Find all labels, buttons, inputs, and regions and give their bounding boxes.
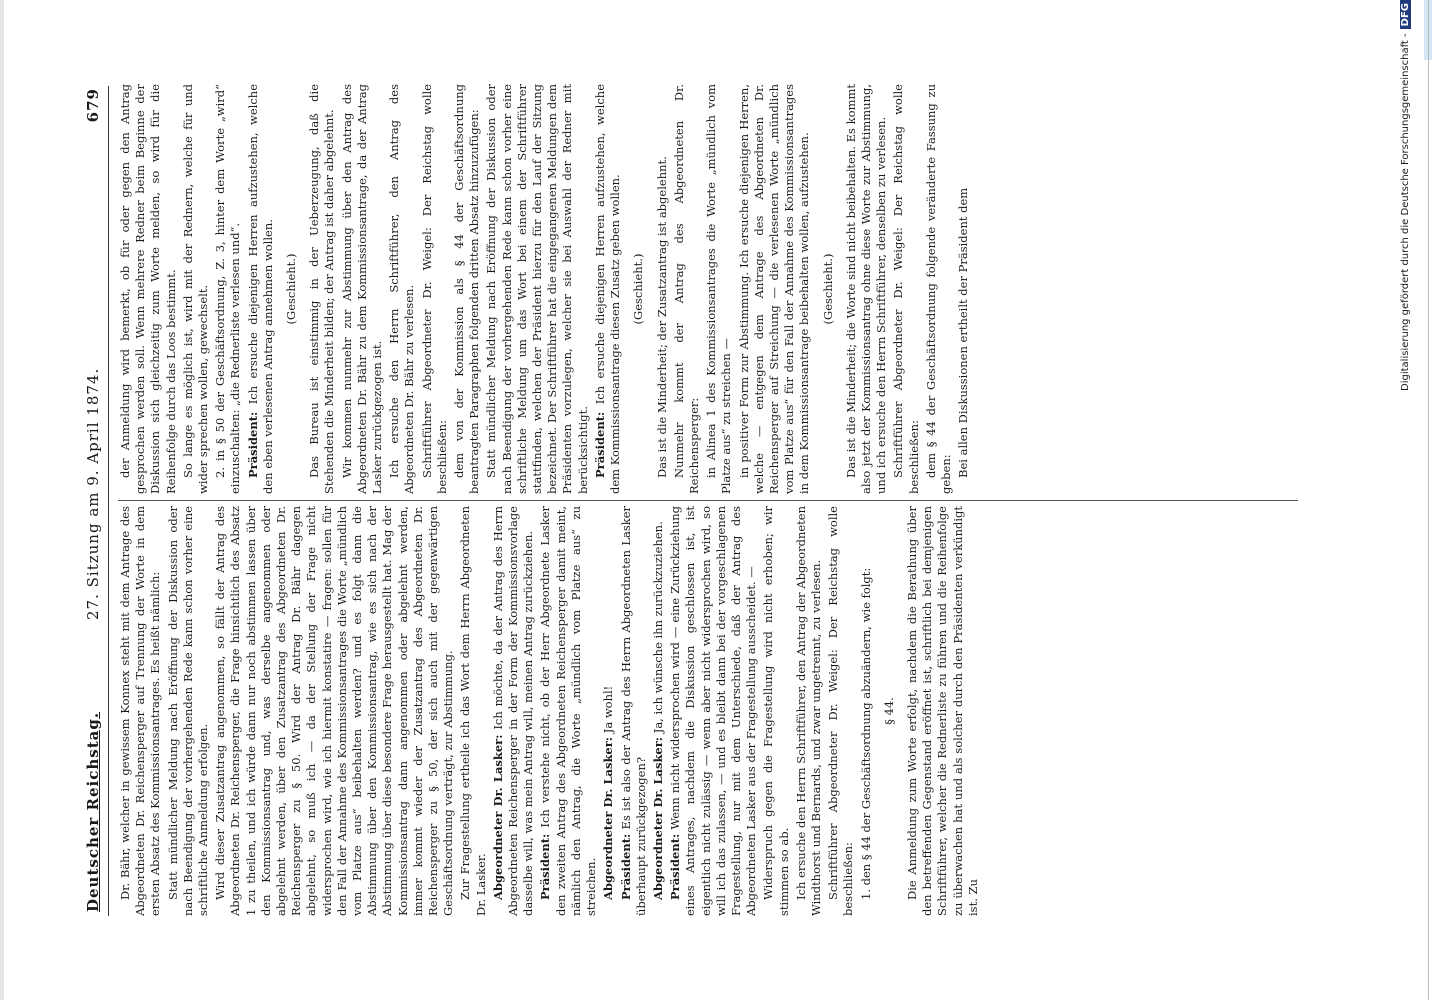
paragraph — [213, 84, 243, 494]
text-column-right — [118, 84, 1298, 494]
paragraph — [538, 506, 599, 916]
paragraph — [737, 84, 813, 494]
paragraph-text: Widerspruch gegen die Fragestellung wird nicht erhoben; wir stimmen so ab. — [761, 506, 791, 916]
paragraph-text: Wenn nicht widersprochen wird — eine Zurückziehung eines Antrages, nachdem die Diskussion geschlossen ist, ist eigentlich nicht zulässig — wenn aber nicht widersprochen wird, so will ich das zulassen, — und es bleibt dann bei der vorgeschlagenen Fragestellung, nur mit dem Unterschiede, daß der Antrag des Abgeordneten Lasker aus der Fragestellung ausscheidet. — — [668, 506, 759, 916]
paragraph-text: Ich ersuche den Herrn Schriftführer, den Antrag der Abgeordneten Windthorst und Bernards, und zwar ungetrennt, zu verlesen. — [793, 506, 823, 916]
header-session-date: 27. Sitzung am 9. April 1874. — [84, 367, 102, 620]
paragraph — [491, 506, 537, 916]
paragraph-text: Dr. Bähr, welcher in gewissem Konnex steht mit dem Antrage des Abgeordneten Dr. Reichensperger auf Trennung der Worte in dem ersten Absatz des Kommissionsantrages. Es heißt nämlich: — [118, 506, 163, 916]
paragraph-text: Statt mündlicher Meldung nach Eröffnung der Diskussion oder nach Beendigung der vorhergehenden Rede kann schon vorher eine schriftliche Meldung um das Wort bei einem der Schriftführer stattfinden, welchen der Präsident hierzu für den Lauf der Sitzung bezeichnet. Der Schriftführer hat die eingegangenen Meldungen dem Präsidenten vorzulegen, welcher sie bei Auswahl der Redner mit berücksichtigt. — [484, 84, 590, 494]
paragraph — [181, 84, 211, 494]
paragraph — [601, 506, 616, 916]
paragraph — [246, 84, 276, 494]
paragraph — [484, 84, 590, 494]
speaker-label: Abgeordneter Dr. Lasker: — [601, 736, 616, 900]
speaker-label: Präsident: — [618, 833, 633, 900]
paragraph-text: Wird dieser Zusatzantrag angenommen, so fällt der Antrag des Abgeordneten Dr. Reichensperger, die Frage hinsichtlich des Absatz 1 zu theilen, und ich würde dann nur noch abstimmen lassen über den Kommissionsantrag und, was derselbe angenommen oder abgelehnt werden, über den Zusatzantrag des Abgeordneten Dr. Reichensperger zu § 50. Wird der Antrag Dr. Bähr dagegen abgelehnt, so muß ich — da der Stellung der Frage nicht widersprochen wird, wie ich hiermit konstatire — fragen: sollen für den Fall der Annahme des Kommissionsantrages die Worte „mündlich vom Platze aus“ beibehalten werden? und es folgt dann die Abstimmung über den Kommissionsantrag, wie es sich nach der Abstimmung über diese besondere Frage herausgestellt hat. Mag der Kommissionsantrag dann angenommen oder abgelehnt werden, immer kommt wieder der Zusatzantrag des Abgeordneten Dr. Reichensperger zu § 50, der sich auch mit der gegenwärtigen Geschäftsordnung verträgt, zur Abstimmung. — [213, 506, 456, 916]
paragraph — [213, 506, 456, 916]
paragraph — [859, 506, 874, 916]
paragraph — [387, 84, 417, 494]
speaker-label: Präsident: — [538, 833, 553, 900]
page-header — [80, 0, 110, 1000]
paragraph-text: Nunmehr kommt der Antrag des Abgeordneten Dr. Reichensperger: — [671, 84, 701, 494]
speaker-label: Abgeordneter Dr. Lasker: — [650, 736, 665, 900]
paragraph-text: Ich verstehe nicht, ob der Herr Abgeordnete Lasker den zweiten Antrag des Abgeordneten Reichensperger damit meint, nämlich den Antrag, die Worte „mündlich vom Platze aus“ zu streichen. — [538, 506, 599, 916]
paragraph-text: Wir kommen nunmehr zur Abstimmung über den Antrag des Abgeordneten Dr. Bähr zu dem Kommissionsantrage, da der Antrag Lasker zurückgezogen ist. — [339, 84, 385, 494]
paragraph — [420, 84, 450, 494]
page-edge-rule — [1428, 0, 1429, 1000]
paragraph-text: Ja, ich wünsche ihn zurückzuziehen. — [650, 521, 665, 734]
speaker-label: Präsident: — [668, 833, 683, 900]
paragraph — [672, 84, 702, 494]
paragraph — [905, 506, 981, 916]
paragraph-text: Ich möchte, da der Antrag des Herrn Abgeordneten Reichensperger in der Form der Kommissionsvorlage dasselbe will, was mein Antrag will, meinen Antrag zurückziehen. — [490, 506, 536, 916]
paragraph-text: Schriftführer Abgeordneter Dr. Weigel: Der Reichstag wolle beschließen: — [419, 84, 449, 494]
paragraph — [452, 84, 482, 494]
speaker-label: Präsident: — [592, 411, 607, 478]
paragraph-text: (Geschieht.) — [820, 253, 835, 325]
paragraph-text: Schriftführer Abgeordneter Dr. Weigel: Der Reichstag wolle beschließen: — [826, 506, 856, 916]
paragraph — [166, 506, 212, 916]
paragraph — [956, 84, 971, 494]
paragraph — [761, 506, 791, 916]
centered-line — [631, 84, 646, 494]
paragraph-text: der Anmeldung wird bemerkt, ob für oder gegen den Antrag gesprochen werden soll. Wenn mehrere Redner beim Beginne der Diskussion sich gleichzeitig zum Worte melden, so wird für die Reihenfolge durch das Loos bestimmt. — [118, 84, 178, 494]
paragraph — [118, 506, 164, 916]
paragraph — [118, 84, 179, 494]
text-column-left — [118, 506, 1298, 916]
header-page-number: 679 — [84, 88, 102, 123]
column-divider — [118, 500, 1298, 501]
paragraph — [826, 506, 856, 916]
paragraph-text: Statt mündlicher Meldung nach Eröffnung der Diskussion oder nach Beendigung der vorhergehenden Rede kann schon vorher eine schriftliche Anmeldung erfolgen. — [165, 506, 211, 916]
paragraph-text: Bei allen Diskussionen ertheilt der Präsident dem — [956, 187, 971, 478]
paragraph-text: Ich ersuche diejenigen Herren aufzustehen, welche den eben verlesenen Antrag annehmen wollen. — [245, 84, 275, 494]
paragraph — [655, 84, 670, 494]
paragraph-text: So lange es möglich ist, wird mit der Rednern, welche für und wider sprechen wollen, gewechselt. — [180, 84, 211, 494]
paragraph-text: in positiver Form zur Abstimmung. Ich ersuche diejenigen Herren, welche — entgegen dem Antrage des Abgeordneten Dr. Reichensperger auf Streichung — die verlesenen Worte „mündlich vom Platze aus“ für den Fall der Annahme des Kommissionsantrages in dem Kommissionsantrage beibehalten wollen, aufzustehen. — [736, 84, 812, 494]
paragraph — [593, 84, 623, 494]
paragraph-text: Zur Fragestellung ertheile ich das Wort dem Herrn Abgeordneten Dr. Lasker. — [458, 506, 488, 916]
paragraph-text: 2. in § 50 der Geschäftsordnung, Z. 3, hinter dem Worte „wird“ einzuschalten: „die Rednerliste verlesen und“. — [213, 84, 243, 494]
footer-credit: Digitalisierung gefördert durch die Deutsche Forschungsgemeinschaft - — [1400, 33, 1411, 391]
paragraph — [340, 84, 386, 494]
paragraph — [704, 84, 734, 494]
paragraph-text: Ich ersuche den Herrn Schriftführer, den Antrag des Abgeordneten Dr. Bähr zu verlesen. — [387, 84, 417, 494]
paragraph-text: Schriftführer Abgeordneter Dr. Weigel: Der Reichstag wolle beschließen: — [891, 84, 921, 494]
centered-line — [821, 84, 836, 494]
paragraph — [794, 506, 824, 916]
paragraph-text: Ich ersuche diejenigen Herren aufzustehen, welche dem Kommissionsantrage diesen Zusatz geben wollen. — [592, 84, 623, 494]
paragraph — [891, 84, 921, 494]
paragraph-text: 1. den § 44 der Geschäftsordnung abzuändern, wie folgt: — [858, 567, 873, 900]
paragraph-text: Das Bureau ist einstimmig in der Ueberzeugung, daß die Stehenden die Minderheit bilden; der Antrag ist daher abgelehnt. — [307, 84, 337, 494]
paragraph — [458, 506, 488, 916]
paragraph — [844, 84, 890, 494]
paragraph — [307, 84, 337, 494]
paragraph-text: (Geschieht.) — [284, 253, 299, 325]
paragraph-text: Ja wohl! — [601, 685, 616, 734]
header-rule — [108, 86, 109, 916]
header-publication-title: Deutscher Reichstag. — [84, 711, 102, 912]
paragraph-text: (Geschieht.) — [631, 253, 646, 325]
speaker-label: Präsident: — [245, 411, 260, 478]
speaker-label: Abgeordneter Dr. Lasker: — [490, 734, 505, 900]
centered-line — [284, 84, 299, 494]
page-footer — [1400, 0, 1411, 1000]
dfg-logo: DFG — [1400, 0, 1411, 29]
paragraph — [668, 506, 759, 916]
paragraph-text: Das ist die Minderheit; die Worte sind nicht beibehalten. Es kommt also jetzt der Kommissionsantrag ohne diese Worte zur Abstimmung, und ich ersuche den Herrn Schriftführer, denselben zu verlesen. — [843, 84, 889, 494]
paragraph-text: dem § 44 der Geschäftsordnung folgende veränderte Fassung zu geben: — [923, 84, 953, 494]
paragraph — [924, 84, 954, 494]
paragraph-text: in Alinea 1 des Kommissionsantrages die Worte „mündlich vom Platze aus“ zu streichen — — [704, 84, 734, 494]
paragraph — [651, 506, 666, 916]
paragraph-text: Die Anmeldung zum Worte erfolgt, nachdem die Berathung über den betreffenden Gegenstand eröffnet ist, schriftlich bei demjenigen Schriftführer, welcher die Rednerliste zu führen und die Reihenfolge zu überwachen hat und als solcher durch den Präsidenten verkündigt ist. Zu — [904, 506, 980, 916]
paragraph-text: dem von der Kommission als § 44 der Geschäftsordnung beantragten Paragraphen folgenden dritten Absatz hinzuzufügen: — [452, 84, 482, 494]
paragraph-text: § 44. — [881, 697, 896, 725]
paragraph-text: Das ist die Minderheit; der Zusatzantrag ist abgelehnt. — [654, 156, 669, 478]
paragraph — [619, 506, 649, 916]
paragraph-text: Es ist also der Antrag des Herrn Abgeordneten Lasker überhaupt zurückgezogen? — [618, 506, 648, 916]
centered-line — [882, 506, 897, 916]
